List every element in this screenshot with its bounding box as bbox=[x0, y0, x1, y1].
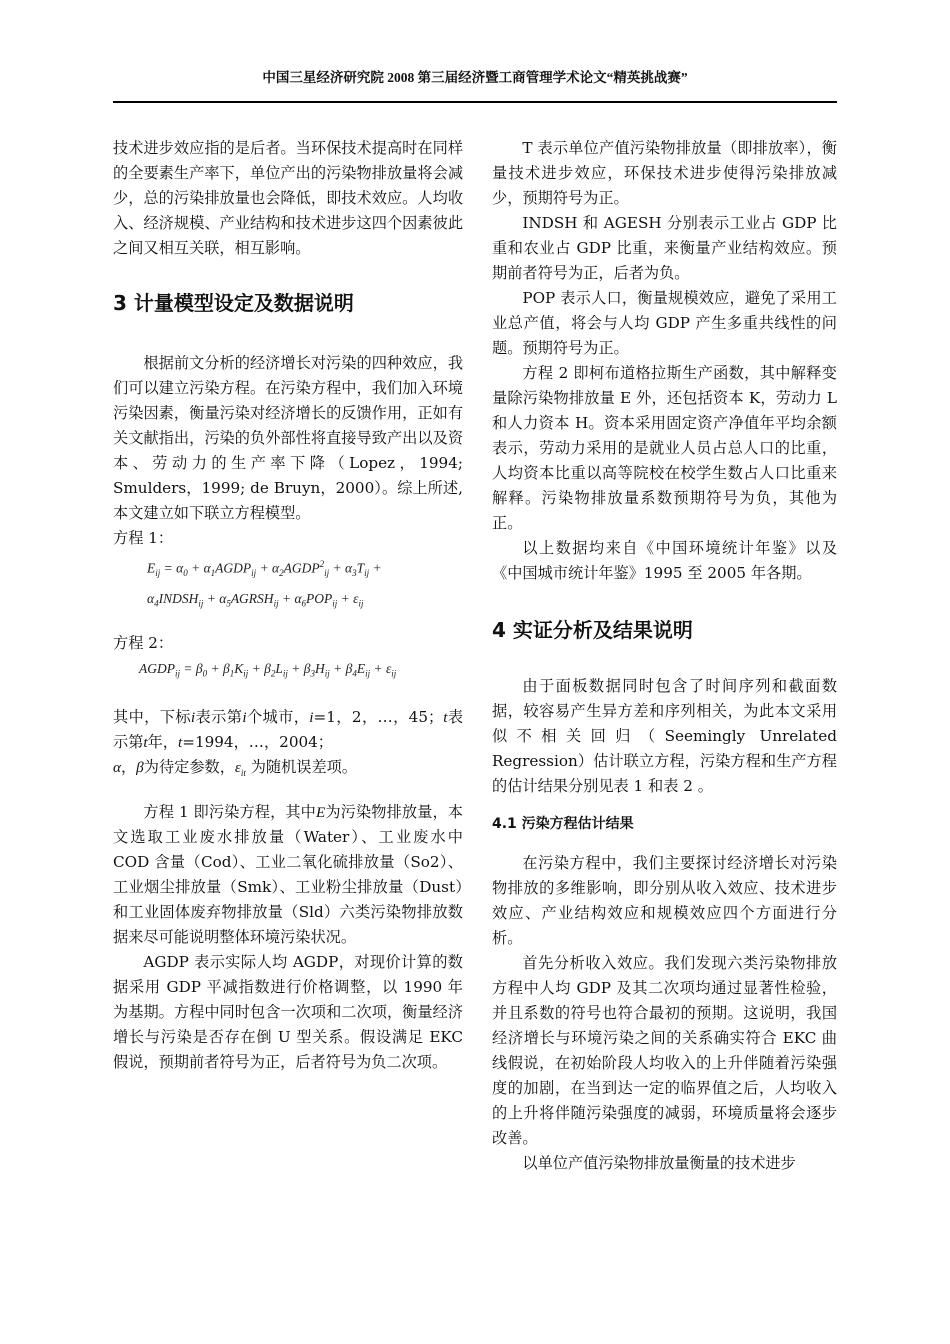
variable-definition-paragraph bbox=[113, 705, 463, 786]
text-span: ， bbox=[120, 757, 137, 776]
right-column bbox=[492, 136, 837, 1176]
text-span: 年， bbox=[147, 732, 178, 751]
paragraph: 方程 2 即柯布道格拉斯生产函数，其中解释变量除污染物排放量 E 外，还包括资本 K，劳动力 L 和人力资本 H。资本采用固定资产净值年平均余额表示，劳动力采用的是就业人员占总人口的比重，人均资本比重以高等院校在校学生数占人口比重来解释。污染物排放量系数预期符号为负，其他为正。 bbox=[492, 364, 837, 532]
section-4-1-heading: 4.1 污染方程估计结果 bbox=[492, 816, 634, 832]
paragraph: 根据前文分析的经济增长对污染的四种效应，我们可以建立污染方程。在污染方程中，我们加入环境污染因素，衡量污染对经济增长的反馈作用，正如有关文献指出，污染的负外部性将直接导致产出以及资本、劳动力的生产率下降（Lopez，1994; Smulders，1999; de Bruyn，2000）。综上所述,本文建立如下联立方程模型。 bbox=[113, 354, 463, 522]
math-t: t bbox=[177, 733, 183, 751]
text-span: 为污染物排放量，本文选取工业废水排放量（Water）、工业废水中 COD 含量（Cod）、工业二氧化硫排放量（So2）、工业烟尘排放量（Smk）、工业粉尘排放量（Dust）和工业固体废弃物排放量（Sld）六类污染物排放数据来尽可能说明整体环境污染状况。 bbox=[113, 802, 463, 946]
paragraph: 以上数据均来自《中国环境统计年鉴》以及《中国城市统计年鉴》1995 至 2005 年各期。 bbox=[492, 539, 837, 582]
math-i: i bbox=[242, 708, 247, 726]
paragraph: T 表示单位产值污染物排放量（即排放率），衡量技术进步效应，环保技术进步使得污染排放减少，预期符号为正。 bbox=[492, 139, 837, 207]
equation-2: $AGDP_{ij} = \beta_0 + \beta_1K_{ij} + \beta_2L_{ij} + \beta_3H_{ij} + \beta_4E_{ij} + \varepsilon_{ij}$ bbox=[139, 660, 397, 679]
paragraph: 以单位产值污染物排放量衡量的技术进步 bbox=[522, 1154, 796, 1172]
math-E: E bbox=[315, 803, 326, 821]
text-span: =1994，…，2004； bbox=[182, 732, 333, 751]
math-epsilon: ε bbox=[234, 758, 241, 776]
text-span: 其中，下标 bbox=[113, 707, 191, 726]
paragraph: 由于面板数据同时包含了时间序列和截面数据，较容易产生异方差和序列相关，为此本文采用似不相关回归（Seemingly Unrelated Regression）估计联立方程，污染方程和生产方程的估计结果分别见表 1 和表 2 。 bbox=[492, 677, 837, 795]
equation-1-line-1: $E_{ij} = \alpha_0$ + $\alpha_1AGDP_{ij}$ + $\alpha_2AGDP^2_{ij} + \alpha_3T_{ij}$ + bbox=[147, 559, 382, 579]
text-span: 为随机误差项。 bbox=[245, 757, 358, 776]
math-alpha: α bbox=[113, 758, 121, 776]
text-span: 方程 1 即污染方程，其中 bbox=[143, 802, 316, 821]
section-4-heading: 4 实证分析及结果说明 bbox=[492, 618, 693, 642]
math-epsilon-subscript: it bbox=[240, 767, 246, 778]
text-span: 表示第 bbox=[113, 707, 464, 751]
paragraph: 在污染方程中，我们主要探讨经济增长对污染物排放的多维影响，即分别从收入效应、技术进步效应、产业结构效应和规模效应四个方面进行分析。 bbox=[492, 854, 837, 947]
paragraph: 技术进步效应指的是后者。当环保技术提高时在同样的全要素生产率下，单位产出的污染物排放量将会减少，总的污染排放量也会降低，即技术效应。人均收入、经济规模、产业结构和技术进步这四个因素彼此之间又相互关联，相互影响。 bbox=[113, 139, 463, 257]
equation-1 bbox=[113, 551, 463, 617]
math-t: t bbox=[143, 733, 148, 751]
paragraph: INDSH 和 AGESH 分别表示工业占 GDP 比重和农业占 GDP 比重，来衡量产业结构效应。预期前者符号为正，后者为负。 bbox=[492, 214, 837, 282]
header-rule bbox=[113, 101, 837, 103]
math-i: i bbox=[190, 708, 196, 726]
equation-1-line-2: $\alpha_4INDSH_{ij}$ + $\alpha_5AGRSH_{ij} + \alpha_6POP_{ij} + \varepsilon_{ij}$ bbox=[147, 591, 364, 609]
math-beta: β bbox=[136, 758, 144, 776]
text-span: 个城市， bbox=[246, 707, 310, 726]
paragraph bbox=[113, 800, 463, 950]
paragraph: POP 表示人口，衡量规模效应，避免了采用工业总产值，将会与人均 GDP 产生多重共线性的问题。预期符号为正。 bbox=[492, 289, 837, 357]
paragraph: AGDP 表示实际人均 AGDP，对现价计算的数据采用 GDP 平减指数进行价格调整，以 1990 年为基期。方程中同时包含一次项和二次项，衡量经济增长与污染是否存在倒 U 型关系。假设满足 EKC 假说，预期前者符号为正，后者符号为负二次项。 bbox=[113, 952, 463, 1071]
running-header: 中国三星经济研究院 2008 第三届经济暨工商管理学术论文“精英挑战赛” bbox=[262, 70, 688, 85]
text-span: 表示第 bbox=[195, 707, 243, 726]
text-span: =1，2，…，45； bbox=[313, 707, 444, 726]
equation-2-label: 方程 2： bbox=[113, 633, 174, 652]
math-i: i bbox=[309, 708, 314, 726]
section-3-heading: 3 计量模型设定及数据说明 bbox=[113, 291, 354, 315]
text-span: 为待定参数， bbox=[143, 757, 235, 776]
paragraph: 首先分析收入效应。我们发现六类污染物排放方程中人均 GDP 及其二次项均通过显著性检验，并且系数的符号也符合最初的预期。这说明，我国经济增长与环境污染之间的关系确实符合 EKC 曲线假说，在初始阶段人均收入的上升伴随着污染强度的加剧，在当到达一定的临界值之后，人均收入的上升将伴随污染强度的减弱，环境质量将会逐步改善。 bbox=[492, 954, 837, 1147]
math-t: t bbox=[443, 708, 448, 726]
left-column bbox=[113, 136, 463, 1075]
equation-1-label: 方程 1： bbox=[113, 529, 174, 547]
